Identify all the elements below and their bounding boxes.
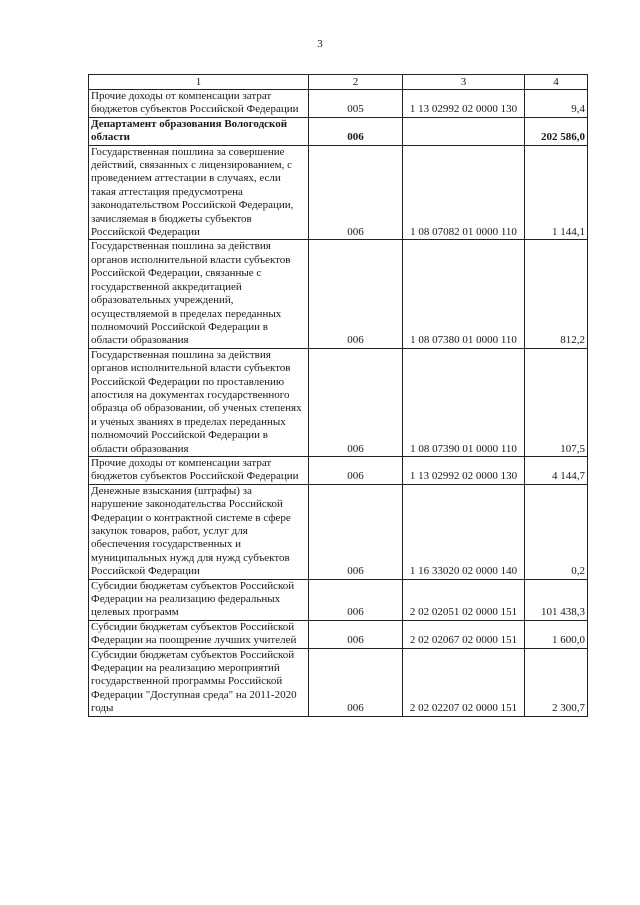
admin-code: 005 xyxy=(309,90,403,118)
budget-code: 1 16 33020 02 0000 140 xyxy=(403,484,525,579)
header-col-4: 4 xyxy=(525,75,588,90)
table-row-department xyxy=(89,117,588,145)
admin-code: 006 xyxy=(309,240,403,348)
table-row xyxy=(89,579,588,620)
header-col-1: 1 xyxy=(89,75,309,90)
revenue-name: Государственная пошлина за действия органов исполнительной власти субъектов Российской Федерации по проставлению апостиля на документах государственного образца об образовании, об ученых степенях и ученых званиях в пределах переданных полномочий Российской Федерации в области образования xyxy=(89,348,309,456)
amount: 1 600,0 xyxy=(525,620,588,648)
admin-code: 006 xyxy=(309,579,403,620)
amount: 107,5 xyxy=(525,348,588,456)
budget-code: 2 02 02207 02 0000 151 xyxy=(403,648,525,716)
budget-code: 1 08 07380 01 0000 110 xyxy=(403,240,525,348)
budget-code: 2 02 02067 02 0000 151 xyxy=(403,620,525,648)
budget-code: 1 13 02992 02 0000 130 xyxy=(403,456,525,484)
header-row xyxy=(89,75,588,90)
header-col-2: 2 xyxy=(309,75,403,90)
admin-code: 006 xyxy=(309,620,403,648)
revenue-name: Субсидии бюджетам субъектов Российской Федерации на реализацию федеральных целевых программ xyxy=(89,579,309,620)
revenue-name: Субсидии бюджетам субъектов Российской Федерации на реализацию мероприятий государственной программы Российской Федерации "Доступная среда" на 2011-2020 годы xyxy=(89,648,309,716)
table-row xyxy=(89,240,588,348)
admin-code: 006 xyxy=(309,456,403,484)
revenue-name: Прочие доходы от компенсации затрат бюджетов субъектов Российской Федерации xyxy=(89,90,309,118)
amount: 812,2 xyxy=(525,240,588,348)
amount: 101 438,3 xyxy=(525,579,588,620)
admin-code: 006 xyxy=(309,117,403,145)
revenue-name: Департамент образования Вологодской области xyxy=(89,117,309,145)
revenue-table xyxy=(88,74,588,717)
table-row xyxy=(89,456,588,484)
header-col-3: 3 xyxy=(403,75,525,90)
revenue-name: Государственная пошлина за совершение действий, связанных с лицензированием, с проведением аттестации в случаях, если такая аттестация предусмотрена законодательством Российской Федерации, зачисляемая в бюджеты субъектов Российской Федерации xyxy=(89,145,309,240)
table-row xyxy=(89,348,588,456)
budget-code: 1 08 07082 01 0000 110 xyxy=(403,145,525,240)
revenue-name: Денежные взыскания (штрафы) за нарушение законодательства Российской Федерации о контрактной системе в сфере закупок товаров, работ, услуг для обеспечения государственных и муниципальных нужд для нужд субъектов Российской Федерации xyxy=(89,484,309,579)
amount: 4 144,7 xyxy=(525,456,588,484)
budget-code: 2 02 02051 02 0000 151 xyxy=(403,579,525,620)
table-row xyxy=(89,648,588,716)
revenue-name: Государственная пошлина за действия органов исполнительной власти субъектов Российской Федерации, связанные с государственной аккредитацией образовательных учреждений, осуществляемой в пределах переданных полномочий Российской Федерации в области образования xyxy=(89,240,309,348)
amount: 0,2 xyxy=(525,484,588,579)
amount: 1 144,1 xyxy=(525,145,588,240)
admin-code: 006 xyxy=(309,145,403,240)
page-number: 3 xyxy=(317,38,323,50)
table-row xyxy=(89,90,588,118)
amount: 9,4 xyxy=(525,90,588,118)
budget-code xyxy=(403,117,525,145)
budget-code: 1 13 02992 02 0000 130 xyxy=(403,90,525,118)
budget-code: 1 08 07390 01 0000 110 xyxy=(403,348,525,456)
table-row xyxy=(89,484,588,579)
admin-code: 006 xyxy=(309,348,403,456)
admin-code: 006 xyxy=(309,484,403,579)
amount: 202 586,0 xyxy=(525,117,588,145)
amount: 2 300,7 xyxy=(525,648,588,716)
admin-code: 006 xyxy=(309,648,403,716)
revenue-name: Субсидии бюджетам субъектов Российской Федерации на поощрение лучших учителей xyxy=(89,620,309,648)
revenue-name: Прочие доходы от компенсации затрат бюджетов субъектов Российской Федерации xyxy=(89,456,309,484)
table-row xyxy=(89,620,588,648)
table-row xyxy=(89,145,588,240)
